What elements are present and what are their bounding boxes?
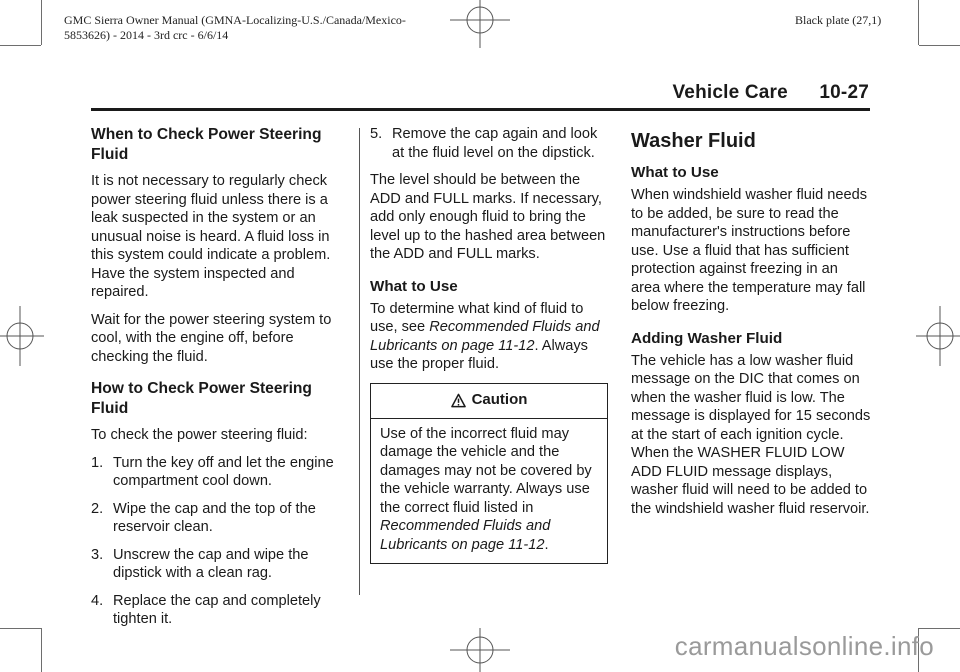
running-header	[672, 82, 869, 104]
list-item	[91, 500, 353, 537]
list-item	[91, 546, 353, 583]
text-run: .	[544, 536, 549, 553]
paragraph: The vehicle has a low washer fluid message on the DIC that comes on when the washer fluid is low. The message is displayed for 15 seconds at the start of each ignition cycle. When the WASHER FLUID LOW ADD FLUID message displays, washer fluid will need to be added to the windshield washer fluid reservoir.	[631, 352, 871, 517]
list-item	[370, 125, 608, 162]
step-number: 3.	[91, 546, 104, 563]
page-number: 10-27	[819, 82, 869, 103]
paragraph: When windshield washer fluid needs to be added, be sure to read the manufacturer's instructions before use. Use a fluid that has sufficient protection against freezing in an area where the temperature may fall below freezing.	[631, 187, 868, 314]
crosshair-target-icon	[450, 628, 510, 672]
crop-mark	[0, 628, 41, 629]
paragraph: To check the power steering fluid:	[91, 427, 308, 443]
step-number: 2.	[91, 500, 104, 517]
step-text: Replace the cap and completely tighten it.	[113, 592, 321, 627]
list-item	[91, 454, 353, 491]
print-slug	[64, 13, 406, 43]
step-text: Remove the cap again and look at the fluid level on the dipstick.	[392, 126, 598, 161]
crosshair-target-icon	[450, 0, 510, 48]
heading-washer-fluid: Washer Fluid	[631, 130, 756, 152]
cross-reference: Recommended Fluids and Lubricants on page 11-12	[370, 319, 600, 354]
heading-what-to-use: What to Use	[370, 277, 458, 295]
watermark: carmanualsonline.info	[674, 631, 934, 661]
crop-mark	[41, 0, 42, 45]
paragraph	[370, 300, 608, 374]
heading-when-to-check: When to Check Power Steering Fluid	[91, 126, 322, 163]
list-item	[91, 592, 353, 629]
section-title: Vehicle Care	[672, 82, 788, 103]
step-number: 5.	[370, 126, 383, 142]
step-text: Unscrew the cap and wipe the dipstick with a clean rag.	[113, 546, 309, 581]
caution-body	[371, 419, 607, 564]
crop-mark	[919, 628, 960, 629]
column-divider	[359, 128, 360, 595]
crosshair-target-icon	[0, 306, 44, 366]
cross-reference: Recommended Fluids and Lubricants on page 11-12	[380, 518, 551, 553]
column-3	[631, 125, 871, 527]
steps-list	[91, 454, 353, 629]
text-run: Use of the incorrect fluid may damage the vehicle and the damages may not be covered by the vehicle warranty. Always use the correct fluid listed in	[380, 425, 592, 516]
steps-list-continued	[370, 125, 608, 162]
column-2	[370, 125, 608, 564]
step-number: 4.	[91, 592, 104, 609]
slug-line-2: 5853626) - 2014 - 3rd crc - 6/6/14	[64, 28, 229, 42]
crop-mark	[919, 45, 960, 46]
heading-adding-washer-fluid: Adding Washer Fluid	[631, 329, 783, 347]
paragraph: Wait for the power steering system to cool, with the engine off, before checking the fluid.	[91, 311, 332, 365]
paragraph: It is not necessary to regularly check power steering fluid unless there is a leak suspected in the system or an unusual noise is heard. A fluid loss in this system could indicate a problem. Have the system inspected and repaired.	[91, 173, 331, 300]
warning-triangle-icon	[451, 393, 466, 408]
step-number: 1.	[91, 454, 104, 471]
caution-box	[370, 383, 608, 565]
heading-how-to-check: How to Check Power Steering Fluid	[91, 380, 312, 417]
text-run: To determine what kind of fluid to use, see	[370, 300, 584, 335]
crop-mark	[918, 0, 919, 45]
step-text: Wipe the cap and the top of the reservoir clean.	[113, 500, 316, 535]
crosshair-target-icon	[916, 306, 960, 366]
crop-mark	[0, 45, 41, 46]
plate-label: Black plate (27,1)	[795, 13, 882, 27]
caution-title: Caution	[471, 391, 528, 409]
heading-what-to-use: What to Use	[631, 164, 719, 181]
caution-header	[371, 384, 607, 419]
slug-line-1: GMC Sierra Owner Manual (GMNA-Localizing-U.S./Canada/Mexico-	[64, 13, 406, 27]
text-run: . Always use the proper fluid.	[370, 337, 588, 372]
crop-mark	[41, 628, 42, 672]
column-1	[91, 125, 353, 638]
header-rule	[91, 108, 870, 111]
paragraph: The level should be between the ADD and FULL marks. If necessary, add only enough fluid to bring the level up to the hashed area between the ADD and FULL marks.	[370, 172, 606, 262]
step-text: Turn the key off and let the engine compartment cool down.	[113, 454, 334, 489]
